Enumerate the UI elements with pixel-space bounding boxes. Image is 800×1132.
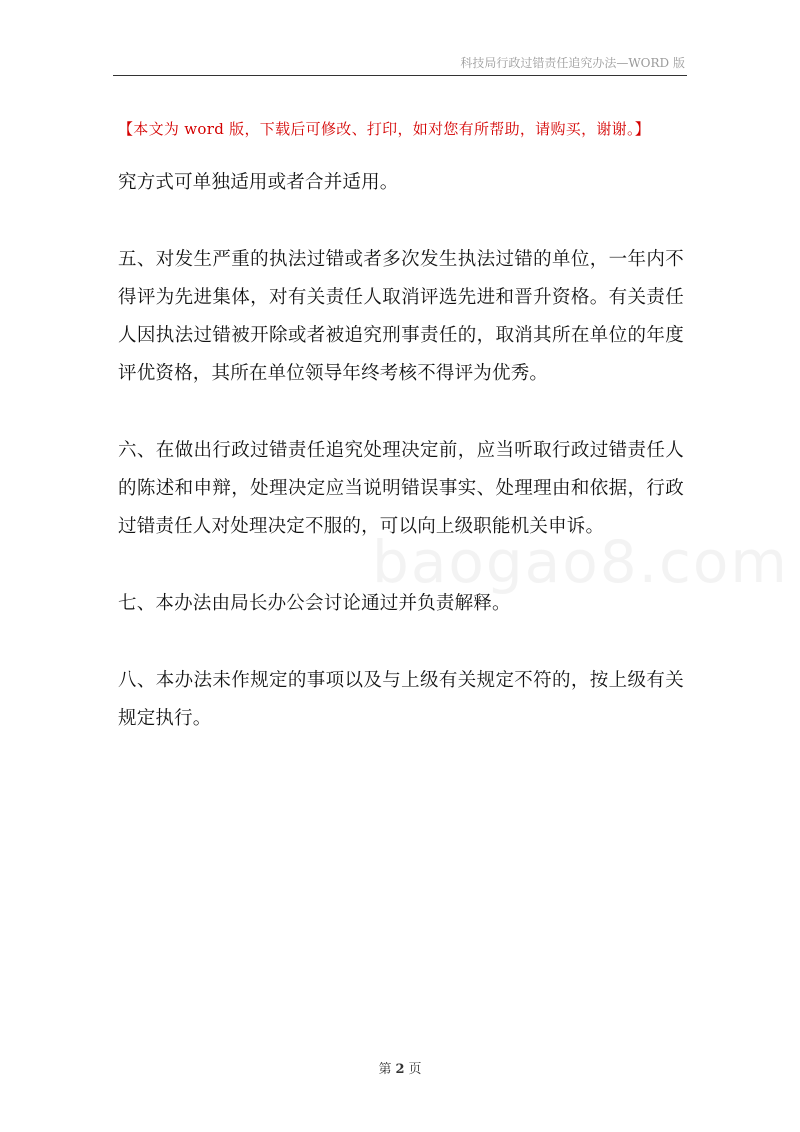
page-suffix: 页 (408, 1062, 422, 1077)
paragraph-article-5: 五、对发生严重的执法过错或者多次发生执法过错的单位，一年内不得评为先进集体，对有关责任人取消评选先进和晋升资格。有关责任人因执法过错被开除或者被追究刑事责任的，取消其所在单位的年度评优资格，其所在单位领导年终考核不得评为优秀。 (118, 249, 684, 384)
page-number: 2 (395, 1062, 405, 1077)
paragraph-article-8: 八、本办法未作规定的事项以及与上级有关规定不符的，按上级有关规定执行。 (118, 670, 684, 729)
header-divider (113, 75, 687, 76)
paragraph-article-7: 七、本办法由局长办公会讨论通过并负责解释。 (118, 593, 511, 614)
document-body (118, 164, 684, 777)
paragraph-continuation: 究方式可单独适用或者合并适用。 (118, 172, 399, 193)
page-number-footer (0, 1058, 800, 1077)
watermark-text: baogao8.com (372, 528, 789, 596)
header-title: 科技局行政过错责任追究办法—WORD 版 (460, 56, 685, 70)
paragraph-article-6: 六、在做出行政过错责任追究处理决定前，应当听取行政过错责任人的陈述和申辩，处理决定应当说明错误事实、处理理由和依据，行政过错责任人对处理决定不服的，可以向上级职能机关申诉。 (118, 440, 684, 537)
page-prefix: 第 (378, 1062, 392, 1077)
download-notice: 【本文为 word 版，下载后可修改、打印，如对您有所帮助，请购买，谢谢。】 (118, 120, 651, 138)
